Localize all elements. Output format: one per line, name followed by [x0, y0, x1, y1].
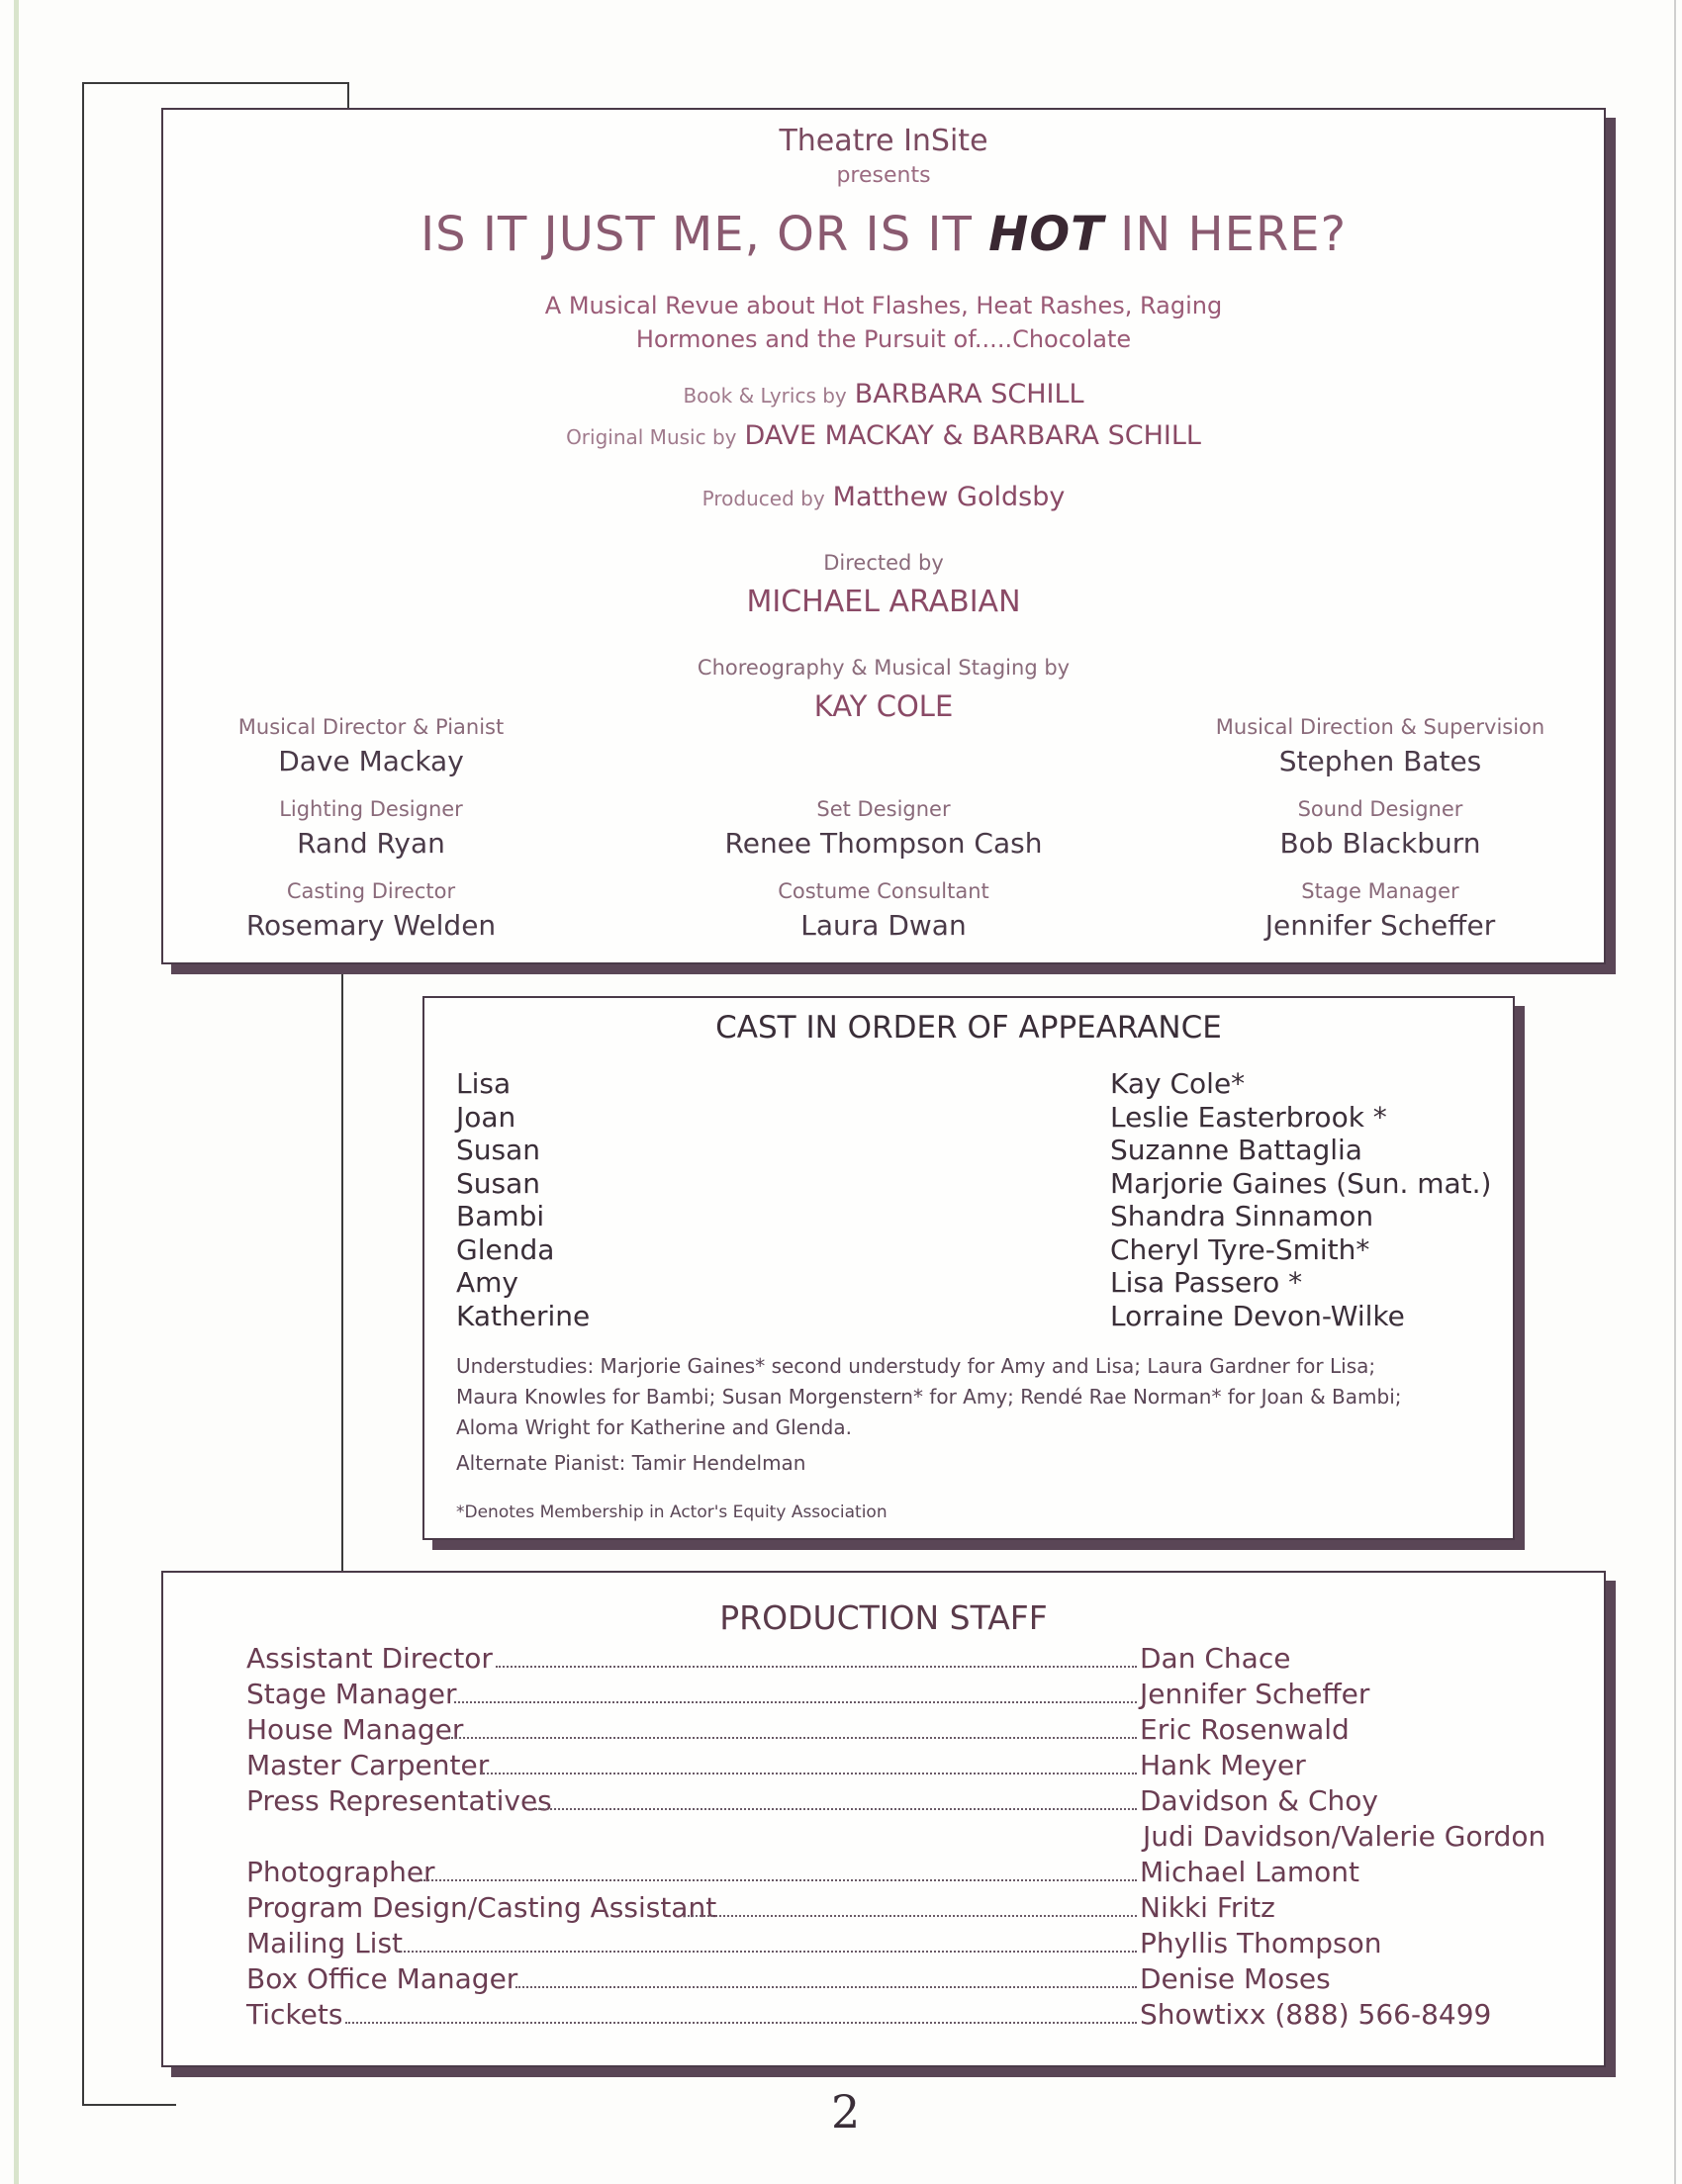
subtitle-line-2: Hormones and the Pursuit of.....Chocolate	[635, 325, 1132, 353]
staff-name: Dan Chace	[1140, 1642, 1291, 1675]
cast-role: Joan	[456, 1100, 516, 1134]
cast-role: Katherine	[456, 1299, 591, 1332]
team-name-musical-supervision: Stephen Bates	[1278, 745, 1482, 777]
director-name: MICHAEL ARABIAN	[746, 585, 1021, 619]
team-name-set: Renee Thompson Cash	[724, 827, 1043, 860]
staff-row	[246, 1642, 1533, 1678]
bracket-line-connector	[341, 966, 343, 1575]
cast-role: Amy	[456, 1266, 518, 1299]
staff-role: Master Carpenter	[246, 1749, 490, 1781]
staff-name: Showtixx (888) 566-8499	[1140, 1998, 1492, 2031]
staff-role: Program Design/Casting Assistant	[246, 1891, 717, 1924]
staff-name: Hank Meyer	[1140, 1749, 1306, 1781]
staff-name: Denise Moses	[1140, 1962, 1331, 1995]
music-label: Original Music by	[566, 425, 737, 449]
cast-title: CAST IN ORDER OF APPEARANCE	[715, 1010, 1222, 1046]
cast-actor: Cheryl Tyre-Smith*	[1110, 1232, 1370, 1266]
staff-row	[246, 1962, 1533, 1998]
staff-name: Davidson & Choy	[1140, 1784, 1378, 1817]
equity-note: *Denotes Membership in Actor's Equity Association	[456, 1502, 888, 1522]
staff-name: Judi Davidson/Valerie Gordon	[1143, 1820, 1546, 1853]
cast-roles-column	[456, 1067, 590, 1332]
staff-row	[246, 1784, 1533, 1820]
leader-dots	[515, 1986, 1137, 1988]
book-label: Book & Lyrics by	[683, 384, 847, 408]
book-name: BARBARA SCHILL	[854, 379, 1084, 410]
book-credit	[163, 379, 1604, 410]
title-hot: HOT	[988, 207, 1104, 262]
team-label-casting: Casting Director	[286, 879, 456, 903]
leader-dots	[684, 1915, 1137, 1917]
company-name: Theatre InSite	[779, 124, 988, 158]
leader-dots	[448, 1737, 1137, 1739]
understudies-line-2: Maura Knowles for Bambi; Susan Morgenstern* for Amy; Rendé Rae Norman* for Joan & Bambi;	[456, 1385, 1402, 1409]
cast-actor: Lorraine Devon-Wilke	[1110, 1299, 1405, 1332]
cast-actors-column	[1110, 1067, 1491, 1332]
music-credit	[163, 420, 1604, 451]
leader-dots	[480, 1773, 1137, 1774]
cast-actor: Marjorie Gaines (Sun. mat.)	[1110, 1166, 1492, 1200]
cast-actor: Leslie Easterbrook *	[1110, 1100, 1387, 1134]
alternate-pianist: Alternate Pianist: Tamir Hendelman	[456, 1451, 806, 1475]
leader-dots	[535, 1808, 1137, 1810]
cast-role: Lisa	[456, 1067, 512, 1100]
producer-label: Produced by	[701, 487, 825, 510]
staff-title: PRODUCTION STAFF	[719, 1598, 1048, 1637]
staff-name: Phyllis Thompson	[1140, 1927, 1382, 1959]
leader-dots	[397, 1951, 1137, 1953]
team-name-costume: Laura Dwan	[800, 909, 967, 942]
staff-role: Photographer	[246, 1856, 435, 1888]
production-staff-panel	[161, 1571, 1606, 2067]
cast-role: Glenda	[456, 1232, 555, 1266]
subtitle-line-1: A Musical Revue about Hot Flashes, Heat Rashes, Raging	[544, 292, 1223, 319]
team-label-set: Set Designer	[816, 797, 951, 821]
staff-role: Assistant Director	[246, 1642, 493, 1675]
team-label-stage-manager: Stage Manager	[1301, 879, 1459, 903]
cast-panel	[422, 996, 1515, 1540]
staff-row	[246, 1927, 1533, 1962]
team-name-stage-manager: Jennifer Scheffer	[1264, 909, 1496, 942]
staff-name: Nikki Fritz	[1140, 1891, 1275, 1924]
staff-role: House Manager	[246, 1713, 464, 1746]
staff-name: Michael Lamont	[1140, 1856, 1360, 1888]
understudies-line-1: Understudies: Marjorie Gaines* second understudy for Amy and Lisa; Laura Gardner for Lisa;	[456, 1354, 1376, 1378]
team-name-sound: Bob Blackburn	[1279, 827, 1481, 860]
cast-actor: Lisa Passero *	[1110, 1266, 1303, 1299]
cast-role: Bambi	[456, 1200, 545, 1232]
page-edge-right	[1674, 0, 1676, 2184]
leader-dots	[454, 1701, 1137, 1703]
team-label-lighting: Lighting Designer	[279, 797, 463, 821]
director-label: Directed by	[823, 551, 944, 575]
choreo-label: Choreography & Musical Staging by	[697, 656, 1071, 680]
understudies-line-3: Aloma Wright for Katherine and Glenda.	[456, 1415, 852, 1439]
cast-actor: Shandra Sinnamon	[1110, 1200, 1374, 1232]
leader-dots	[496, 1666, 1137, 1668]
credits-panel	[161, 108, 1606, 964]
team-name-casting: Rosemary Welden	[245, 909, 497, 942]
bracket-line-tick	[347, 82, 349, 108]
staff-role: Tickets	[246, 1998, 343, 2031]
staff-row	[246, 1713, 1533, 1749]
page-number: 2	[831, 2085, 861, 2138]
team-label-musical-supervision: Musical Direction & Supervision	[1215, 715, 1545, 739]
cast-role: Susan	[456, 1134, 541, 1166]
staff-role: Press Representatives	[246, 1784, 552, 1817]
staff-role: Stage Manager	[246, 1678, 457, 1710]
staff-row	[246, 1749, 1533, 1784]
cast-actor: Kay Cole*	[1110, 1067, 1246, 1100]
title-part-1: IS IT JUST ME, OR IS IT	[420, 207, 973, 262]
bracket-line-top	[82, 82, 349, 84]
producer-credit	[163, 482, 1604, 512]
staff-role: Mailing List	[246, 1927, 404, 1959]
team-label-sound: Sound Designer	[1297, 797, 1463, 821]
staff-row	[246, 1856, 1533, 1891]
producer-name: Matthew Goldsby	[832, 482, 1066, 512]
staff-row	[246, 1678, 1533, 1713]
cast-actor: Suzanne Battaglia	[1110, 1134, 1362, 1166]
choreo-name: KAY COLE	[813, 689, 954, 723]
presents-label: presents	[836, 163, 931, 188]
team-label-costume: Costume Consultant	[778, 879, 989, 903]
staff-name: Jennifer Scheffer	[1140, 1678, 1370, 1710]
leader-dots	[345, 2022, 1137, 2024]
page-edge-left	[14, 0, 19, 2184]
team-name-musical-director: Dave Mackay	[278, 745, 464, 777]
cast-role: Susan	[456, 1166, 541, 1200]
music-name: DAVE MACKAY & BARBARA SCHILL	[744, 420, 1201, 451]
bracket-line-left	[82, 82, 84, 2106]
staff-role: Box Office Manager	[246, 1962, 518, 1995]
staff-row	[246, 1998, 1533, 2034]
bracket-line-bottom	[82, 2104, 176, 2106]
title-part-2: IN HERE?	[1120, 207, 1348, 262]
staff-row	[246, 1820, 1546, 1856]
team-name-lighting: Rand Ryan	[297, 827, 445, 860]
team-label-musical-director: Musical Director & Pianist	[237, 715, 505, 739]
leader-dots	[420, 1879, 1137, 1881]
staff-name: Eric Rosenwald	[1140, 1713, 1350, 1746]
show-title	[163, 207, 1604, 262]
staff-row	[246, 1891, 1533, 1927]
